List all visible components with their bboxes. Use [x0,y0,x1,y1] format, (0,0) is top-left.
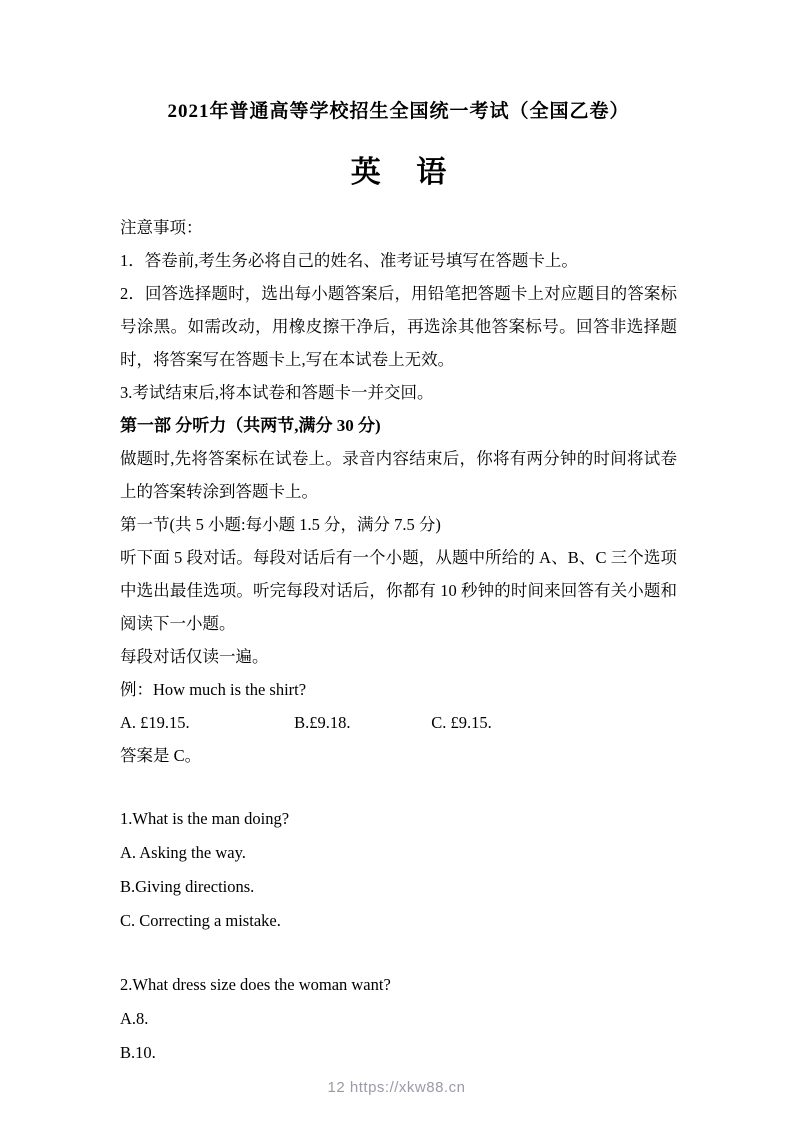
question-2 [120,968,677,1070]
section1-instructions: 听下面 5 段对话。每段对话后有一个小题，从题中所给的 A、B、C 三个选项中选出最佳选项。听完每段对话后，你都有 10 秒钟的时间来回答有关小题和阅读下一小题。 [120,548,677,633]
example-options-row [120,706,677,739]
part1-heading: 第一部 分听力（共两节,满分 30 分) [120,416,381,435]
notice-header: 注意事项： [120,218,203,237]
notice-item-3: 3.考试结束后,将本试卷和答题卡一并交回。 [120,383,434,402]
part1-intro: 做题时,先将答案标在试卷上。录音内容结束后，你将有两分钟的时间将试卷上的答案转涂到答题卡上。 [120,449,677,501]
question-1 [120,802,677,938]
exam-title: 2021年普通高等学校招生全国统一考试（全国乙卷） [167,101,630,122]
notice-item-1: 1．答卷前,考生务必将自己的姓名、准考证号填写在答题卡上。 [120,251,578,270]
page-footer: 12 https://xkw88.cn [327,1079,466,1096]
example-answer: 答案是 C。 [120,746,202,765]
example-option-b: B.£9.18. [294,713,351,732]
example-option-a: A. £19.15. [120,713,190,732]
question-1-prompt: 1.What is the man doing? [120,809,290,828]
subject-title: 英 语 [350,156,461,189]
example-prompt: 例：How much is the shirt? [120,680,307,699]
section1-heading: 第一节(共 5 小题:每小题 1.5 分，满分 7.5 分) [120,515,441,534]
read-once-note: 每段对话仅读一遍。 [120,647,269,666]
question-2-prompt: 2.What dress size does the woman want? [120,975,391,994]
question-2-option-b: B.10. [120,1043,156,1062]
question-1-option-a: A. Asking the way. [120,843,246,862]
notice-item-2: 2．回答选择题时，选出每小题答案后，用铅笔把答题卡上对应题目的答案标号涂黑。如需改动，用橡皮擦干净后，再选涂其他答案标号。回答非选择题时，将答案写在答题卡上,写在本试卷上无效。 [120,284,677,369]
example-option-c: C. £9.15. [431,713,492,732]
question-1-option-b: B.Giving directions. [120,877,255,896]
question-1-option-c: C. Correcting a mistake. [120,911,281,930]
question-2-option-a: A.8. [120,1009,149,1028]
